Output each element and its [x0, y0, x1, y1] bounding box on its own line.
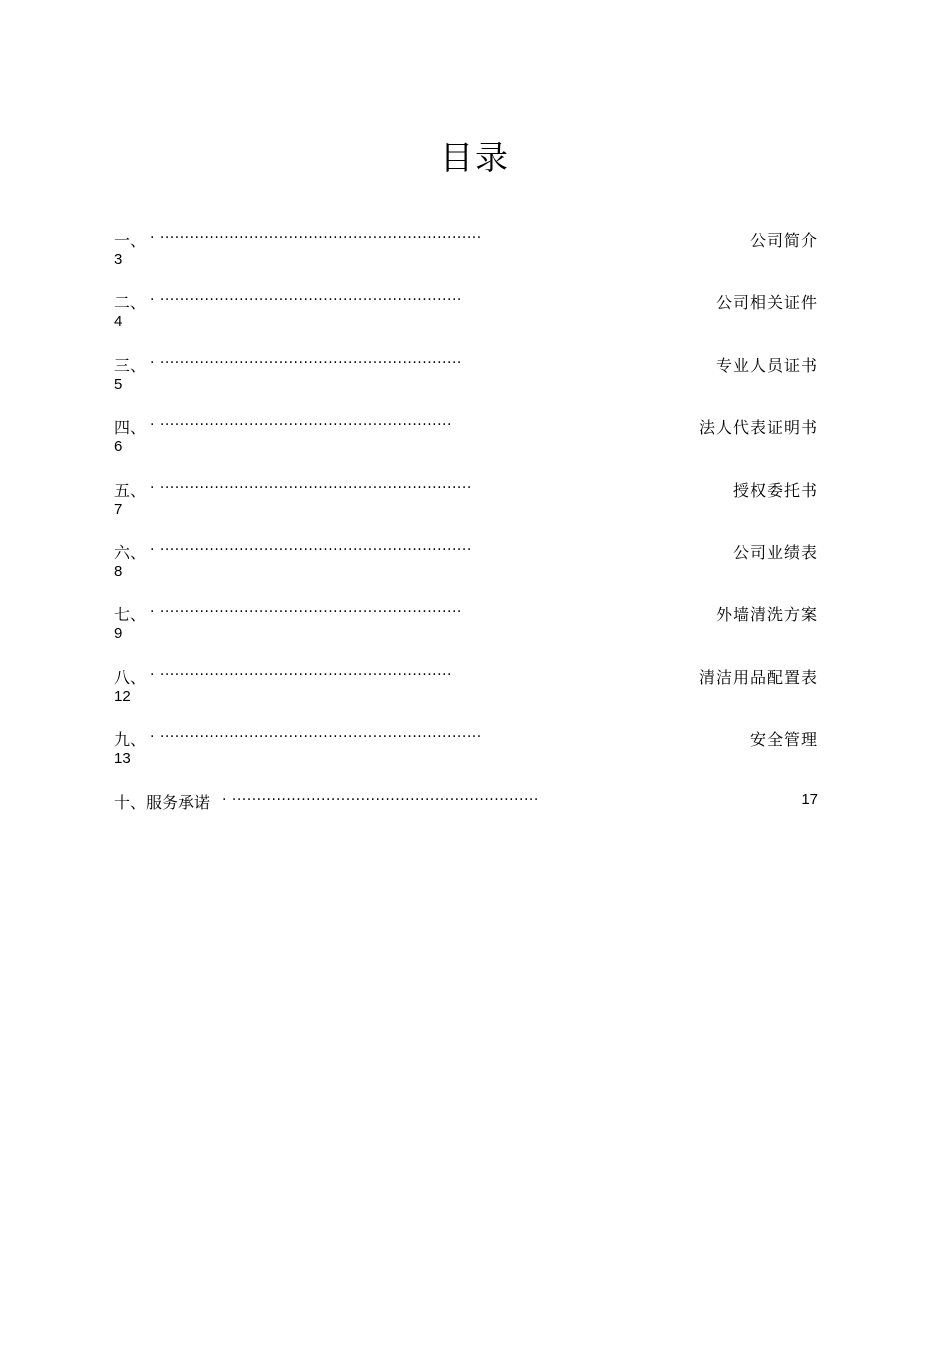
toc-leader: . ........................................................... — [150, 413, 452, 429]
toc-leader: . ........................................................... — [150, 663, 452, 679]
toc-page: 5 — [114, 376, 123, 393]
toc-number: 四、 — [114, 418, 147, 437]
page-title: 目录 — [440, 138, 510, 177]
toc-leader: . ............................................................... — [150, 538, 472, 554]
toc-number: 三、 — [114, 356, 147, 375]
toc-leader: . ............................................................... — [150, 476, 472, 492]
toc-entry[interactable] — [114, 540, 818, 590]
toc-entry[interactable] — [114, 290, 818, 340]
toc-number: 五、 — [114, 481, 147, 500]
toc-page: 13 — [114, 750, 131, 767]
toc-label: 安全管理 — [749, 730, 818, 749]
toc-label: 清洁用品配置表 — [698, 668, 818, 687]
toc-number: 二、 — [114, 293, 147, 312]
toc-label: 公司相关证件 — [715, 293, 818, 312]
toc-page: 8 — [114, 563, 123, 580]
toc-number: 八、 — [114, 668, 147, 687]
toc-entry[interactable] — [114, 727, 818, 777]
toc-entry[interactable] — [114, 353, 818, 403]
toc-number: 十、服务承诺 — [114, 793, 211, 812]
toc-label: 外墙清洗方案 — [715, 605, 818, 624]
toc-entry[interactable] — [114, 415, 818, 465]
toc-leader: . ............................................................. — [150, 351, 462, 367]
toc-label: 法人代表证明书 — [698, 418, 818, 437]
toc-number: 七、 — [114, 605, 147, 624]
toc-entry[interactable] — [114, 478, 818, 528]
toc-label: 公司简介 — [749, 231, 818, 250]
toc-label: 公司业绩表 — [732, 543, 818, 562]
toc-page: 6 — [114, 438, 123, 455]
toc-number: 一、 — [114, 231, 147, 250]
toc-entry[interactable] — [114, 665, 818, 715]
toc-leader: . ............................................................. — [150, 288, 462, 304]
toc-leader: . ................................................................. — [150, 725, 482, 741]
toc-page: 17 — [801, 791, 818, 808]
toc-entry[interactable] — [114, 228, 818, 278]
toc-page: 12 — [114, 688, 131, 705]
toc-number: 六、 — [114, 543, 147, 562]
toc-leader: . ................................................................. — [150, 226, 482, 242]
toc-page: 3 — [114, 251, 123, 268]
toc-page: 4 — [114, 313, 123, 330]
toc-page: 9 — [114, 625, 123, 642]
toc-entry[interactable] — [114, 790, 818, 840]
toc-leader: . ............................................................. — [150, 600, 462, 616]
toc-label: 授权委托书 — [732, 481, 818, 500]
toc-number: 九、 — [114, 730, 147, 749]
toc-page: 7 — [114, 501, 123, 518]
toc-leader: . .............................................................. — [222, 788, 539, 804]
toc-label: 专业人员证书 — [715, 356, 818, 375]
toc-entry[interactable] — [114, 602, 818, 652]
